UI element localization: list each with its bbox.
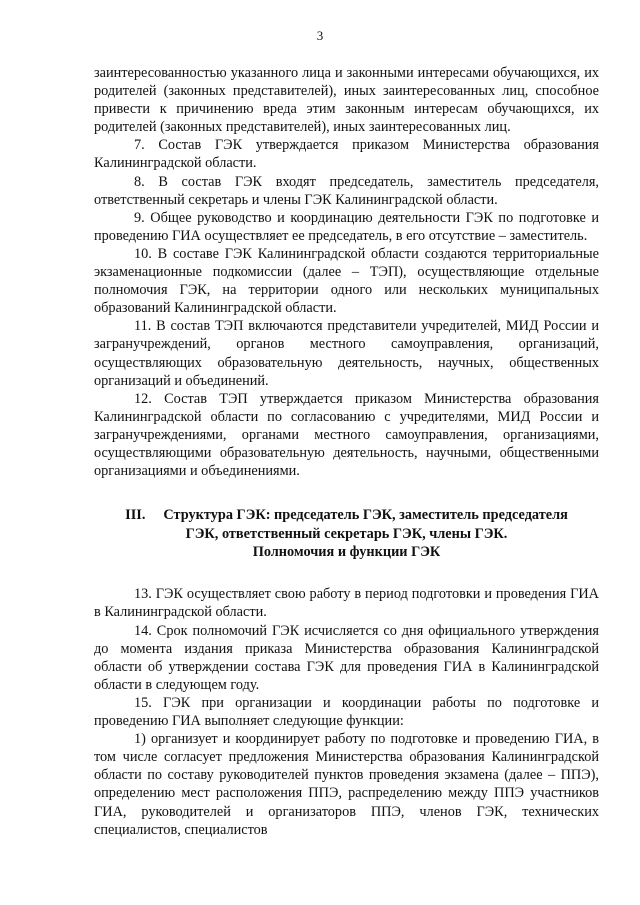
paragraph-12: 12. Состав ТЭП утверждается приказом Министерства образования Калининградской области по согласованию с учредителями, МИД России и загранучреждениями, органами местного самоуправления, организациями, осуществляющими образовательную деятельность, научными, общественными организациями и объединениями.: [94, 390, 599, 480]
paragraph-10: 10. В составе ГЭК Калининградской области создаются территориальные экзаменационные подкомиссии (далее – ТЭП), осуществляющие отдельные полномочия ГЭК, на территории одного или нескольких муниципальных образований Калининградской области.: [94, 245, 599, 317]
section-heading-line-1: [94, 506, 599, 524]
paragraph-15: 15. ГЭК при организации и координации работы по подготовке и проведению ГИА выполняет следующие функции:: [94, 694, 599, 730]
heading-spacer: [94, 561, 599, 585]
section-heading-line-3: Полномочия и функции ГЭК: [252, 543, 441, 560]
paragraph-8: 8. В состав ГЭК входят председатель, заместитель председателя, ответственный секретарь и члены ГЭК Калининградской области.: [94, 173, 599, 208]
paragraph-6-continuation: заинтересованностью указанного лица и законными интересами обучающихся, их родителей (законных представителей), иных заинтересованных лиц, способное привести к причинению вреда этим законным интересам обучающихся, их родителей (законных представителей), иных заинтересованных лиц.: [94, 65, 599, 136]
section-heading: [94, 506, 599, 561]
section-number: III.: [125, 507, 146, 524]
paragraph-11: 11. В состав ТЭП включаются представители учредителей, МИД России и загранучреждений, органов местного самоуправления, организаций, осуществляющих образовательную деятельность, научных, общественных организаций и объединений.: [94, 318, 599, 389]
paragraph-13: 13. ГЭК осуществляет свою работу в период подготовки и проведения ГИА в Калининградской области.: [94, 586, 599, 621]
section-heading-line-2: ГЭК, ответственный секретарь ГЭК, члены ГЭК.: [185, 525, 508, 542]
paragraph-14: 14. Срок полномочий ГЭК исчисляется со дня официального утверждения до момента издания приказа Министерства образования Калининградской области об утверждении состава ГЭК для проведения ГИА в Калининградской области в следующем году.: [94, 622, 599, 693]
document-body: [94, 64, 599, 839]
paragraph-7: 7. Состав ГЭК утверждается приказом Министерства образования Калининградской области.: [94, 137, 599, 172]
page-number: 3: [316, 28, 324, 43]
section-title-part-1: Структура ГЭК: председатель ГЭК, заместитель председателя: [163, 507, 568, 524]
paragraph-9: 9. Общее руководство и координацию деятельности ГЭК по подготовке и проведению ГИА осуществляет ее председатель, в его отсутствие – заместитель.: [94, 209, 599, 244]
paragraph-15-item-1: 1) организует и координирует работу по подготовке и проведению ГИА, в том числе согласует предложения Министерства образования Калининградской области по составу руководителей пунктов проведения экзамена (далее – ППЭ), определению мест расположения ППЭ, распределению между ППЭ участников ГИА, руководителей и организаторов ППЭ, членов ГЭК, технических специалистов, специалистов: [94, 731, 599, 838]
